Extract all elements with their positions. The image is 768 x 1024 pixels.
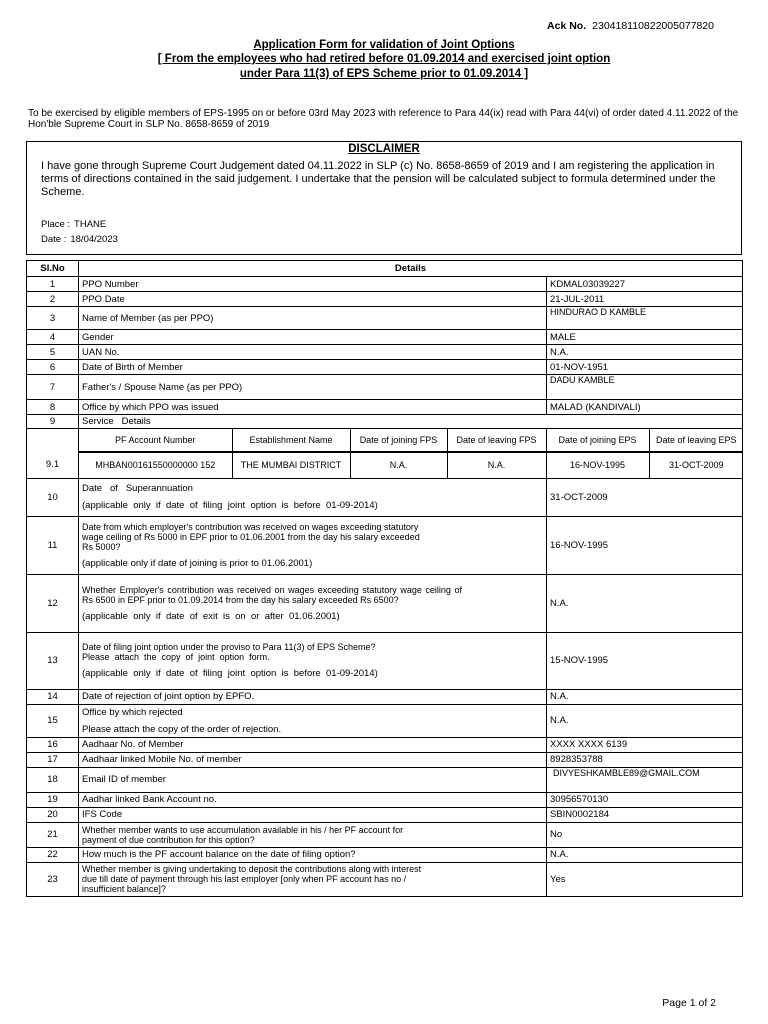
service-leave-fps: N.A. <box>447 453 546 478</box>
row21-label: Whether member wants to use accumulation available in his / her PF account for payment of due contribution for this option? <box>82 824 404 845</box>
row-label <box>79 574 547 632</box>
row-label: Name of Member (as per PPO) <box>79 307 547 330</box>
table-row <box>27 516 743 574</box>
row-sl: 9.1 <box>27 452 79 478</box>
table-row <box>27 822 743 847</box>
row10-label: Date of Superannuation <box>82 483 193 494</box>
table-row <box>27 767 743 792</box>
row-value: No <box>547 822 743 847</box>
table-row <box>27 400 743 415</box>
place-label: Place : <box>41 219 71 230</box>
table-row <box>27 632 743 689</box>
row-sl: 3 <box>27 307 79 330</box>
row-label: PPO Number <box>79 277 547 292</box>
row-label: Office by which PPO was issued <box>79 400 547 415</box>
row12-note: (applicable only if date of exit is on or after 01.06.2001) <box>82 610 340 622</box>
row-label <box>79 704 547 737</box>
row-label: IFS Code <box>79 807 547 822</box>
table-row <box>27 704 743 737</box>
row-label: Aadhaar linked Mobile No. of member <box>79 752 547 767</box>
row11-label: Date from which employer's contribution was received on wages exceeding statutory wage ceiling of Rs 5000 in EPF prior to 01.06.2001 from the day his salary exceeded Rs 5000? <box>82 521 420 552</box>
table-row <box>27 277 743 292</box>
row-value: N.A. <box>547 574 743 632</box>
row-sl: 23 <box>27 862 79 896</box>
row-value: N.A. <box>547 689 743 704</box>
row-label: PPO Date <box>79 292 547 307</box>
service-header-cell <box>79 429 743 453</box>
row15-label: Office by which rejected <box>82 706 183 718</box>
header-details: Details <box>79 261 743 277</box>
row-label: How much is the PF account balance on the date of filing option? <box>79 847 547 862</box>
row11-note: (applicable only if date of joining is prior to 01.06.2001) <box>82 557 313 569</box>
table-row <box>27 689 743 704</box>
row15-note: Please attach the copy of the order of rejection. <box>82 723 282 735</box>
table-row <box>27 574 743 632</box>
service-details-label: Service Details <box>79 415 743 429</box>
table-row <box>27 307 743 330</box>
row-sl: 17 <box>27 752 79 767</box>
row-label: UAN No. <box>79 345 547 360</box>
place-line <box>41 219 106 230</box>
row-label <box>79 822 547 847</box>
row-sl: 6 <box>27 360 79 375</box>
disclaimer-text: I have gone through Supreme Court Judgement dated 04.11.2022 in SLP (c) No. 8658-8659 of 2019 and I am registering the application in terms of directions contained in the said judgement. I undertake that the pension will be calculated subject to formula determined under the Scheme. <box>41 160 716 198</box>
service-data-row <box>27 452 743 478</box>
details-table <box>26 260 743 897</box>
row-value: XXXX XXXX 6139 <box>547 737 743 752</box>
row-label: Aadhar linked Bank Account no. <box>79 792 547 807</box>
disclaimer-box <box>26 141 742 255</box>
service-data-cell <box>79 452 743 478</box>
row-sl: 4 <box>27 330 79 345</box>
table-row <box>27 737 743 752</box>
service-join-fps: N.A. <box>350 453 447 478</box>
row-sl: 10 <box>27 478 79 516</box>
row-value: 21-JUL-2011 <box>547 292 743 307</box>
row-label: Date of Birth of Member <box>79 360 547 375</box>
sub-head-jfps: Date of joining FPS <box>350 429 447 451</box>
date-label: Date : <box>41 234 67 245</box>
row-value: N.A. <box>547 345 743 360</box>
row-value: 8928353788 <box>547 752 743 767</box>
service-details-row <box>27 429 743 453</box>
row23-label: Whether member is giving undertaking to deposit the contributions along with interest due till date of payment through his last employer [only when PF account has no / insufficient balance]? <box>82 864 422 894</box>
row-value: 15-NOV-1995 <box>547 632 743 689</box>
table-header <box>27 261 743 277</box>
row-label: Gender <box>79 330 547 345</box>
row-sl: 20 <box>27 807 79 822</box>
row-value: HINDURAO D KAMBLE <box>547 307 743 330</box>
service-leave-eps: 31-OCT-2009 <box>649 453 743 478</box>
table-row <box>27 345 743 360</box>
row10-note: (applicable only if date of filing joint option is before 01-09-2014) <box>82 500 378 511</box>
row-sl: 14 <box>27 689 79 704</box>
row-label <box>79 516 547 574</box>
ack-label: Ack No. <box>547 20 587 32</box>
row-value: MALAD (KANDIVALI) <box>547 400 743 415</box>
row-sl: 19 <box>27 792 79 807</box>
service-pf-account: MHBAN00161550000000 152 <box>79 453 232 478</box>
date-line <box>41 234 118 245</box>
table-row <box>27 862 743 896</box>
row-sl: 2 <box>27 292 79 307</box>
sub-head-est: Establishment Name <box>232 429 350 451</box>
disclaimer-title: DISCLAIMER <box>348 143 420 155</box>
form-subtitle-line2: under Para 11(3) of EPS Scheme prior to 01.09.2014 ] <box>239 68 529 80</box>
service-establishment: THE MUMBAI DISTRICT <box>232 453 350 478</box>
row-value: DADU KAMBLE <box>547 375 743 400</box>
table-row <box>27 375 743 400</box>
row-value: DIVYESHKAMBLE89@GMAIL.COM <box>547 767 743 792</box>
row-sl: 18 <box>27 767 79 792</box>
sub-head-pf: PF Account Number <box>79 429 232 451</box>
table-row <box>27 792 743 807</box>
table-row <box>27 752 743 767</box>
ack-value: 230418110822005077820 <box>592 20 714 32</box>
service-subtable-data <box>79 453 743 478</box>
form-title: Application Form for validation of Joint Options <box>253 39 515 51</box>
table-row <box>27 478 743 516</box>
row-sl: 8 <box>27 400 79 415</box>
row12-label: Whether Employer's contribution was received on wages exceeding statutory wage ceiling of Rs 6500 in EPF prior to 01.09.2014 from the day his salary exceeded Rs 6500? <box>82 584 462 605</box>
row-sl: 7 <box>27 375 79 400</box>
row-sl: 21 <box>27 822 79 847</box>
row-value: N.A. <box>547 704 743 737</box>
row-value: MALE <box>547 330 743 345</box>
row-value: 16-NOV-1995 <box>547 516 743 574</box>
row-label: Email ID of member <box>79 767 547 792</box>
sub-head-jeps: Date of joining EPS <box>546 429 649 451</box>
row13-label: Date of filing joint option under the proviso to Para 11(3) of EPS Scheme? <box>82 642 376 652</box>
date-value: 18/04/2023 <box>70 234 118 245</box>
table-row <box>27 807 743 822</box>
table-row <box>27 415 743 429</box>
row-sl: 22 <box>27 847 79 862</box>
row-label: Date of rejection of joint option by EPFO. <box>79 689 547 704</box>
row-value: N.A. <box>547 847 743 862</box>
row-value: 30956570130 <box>547 792 743 807</box>
ack-number <box>547 20 714 32</box>
row-label: Aadhaar No. of Member <box>79 737 547 752</box>
row13-note: (applicable only if date of filing joint option is before 01-09-2014) <box>82 668 378 679</box>
row-sl: 15 <box>27 704 79 737</box>
place-value: THANE <box>74 219 107 230</box>
service-join-eps: 16-NOV-1995 <box>546 453 649 478</box>
row-sl: 13 <box>27 632 79 689</box>
sub-head-lfps: Date of leaving FPS <box>447 429 546 451</box>
row-value: 31-OCT-2009 <box>547 478 743 516</box>
service-subtable-header <box>79 429 743 452</box>
row-value: KDMAL03039227 <box>547 277 743 292</box>
header-slno: Sl.No <box>27 261 79 277</box>
row-sl: 11 <box>27 516 79 574</box>
page-number: Page 1 of 2 <box>662 997 716 1009</box>
table-row <box>27 292 743 307</box>
row-value: 01-NOV-1951 <box>547 360 743 375</box>
table-row <box>27 330 743 345</box>
row-sl: 5 <box>27 345 79 360</box>
row-sl: 12 <box>27 574 79 632</box>
row-label <box>79 862 547 896</box>
row-sl: 16 <box>27 737 79 752</box>
row-value: SBIN0002184 <box>547 807 743 822</box>
row-value: Yes <box>547 862 743 896</box>
service-sl-blank <box>27 429 79 453</box>
table-row <box>27 847 743 862</box>
row-label <box>79 632 547 689</box>
row13-attach: Please attach the copy of joint option form. <box>82 652 270 662</box>
row-label <box>79 478 547 516</box>
table-row <box>27 360 743 375</box>
form-subtitle-line1: [ From the employees who had retired before 01.09.2014 and exercised joint option <box>157 53 611 65</box>
row-sl: 9 <box>27 415 79 429</box>
row-sl: 1 <box>27 277 79 292</box>
row-label: Father's / Spouse Name (as per PPO) <box>79 375 547 400</box>
sub-head-leps: Date of leaving EPS <box>649 429 743 451</box>
intro-text: To be exercised by eligible members of EPS-1995 on or before 03rd May 2023 with reference to Para 44(ix) read with Para 44(vi) of order dated 4.11.2022 of the Hon'ble Supreme Court in SLP No. 8658-8659 of 2019 <box>28 108 739 130</box>
